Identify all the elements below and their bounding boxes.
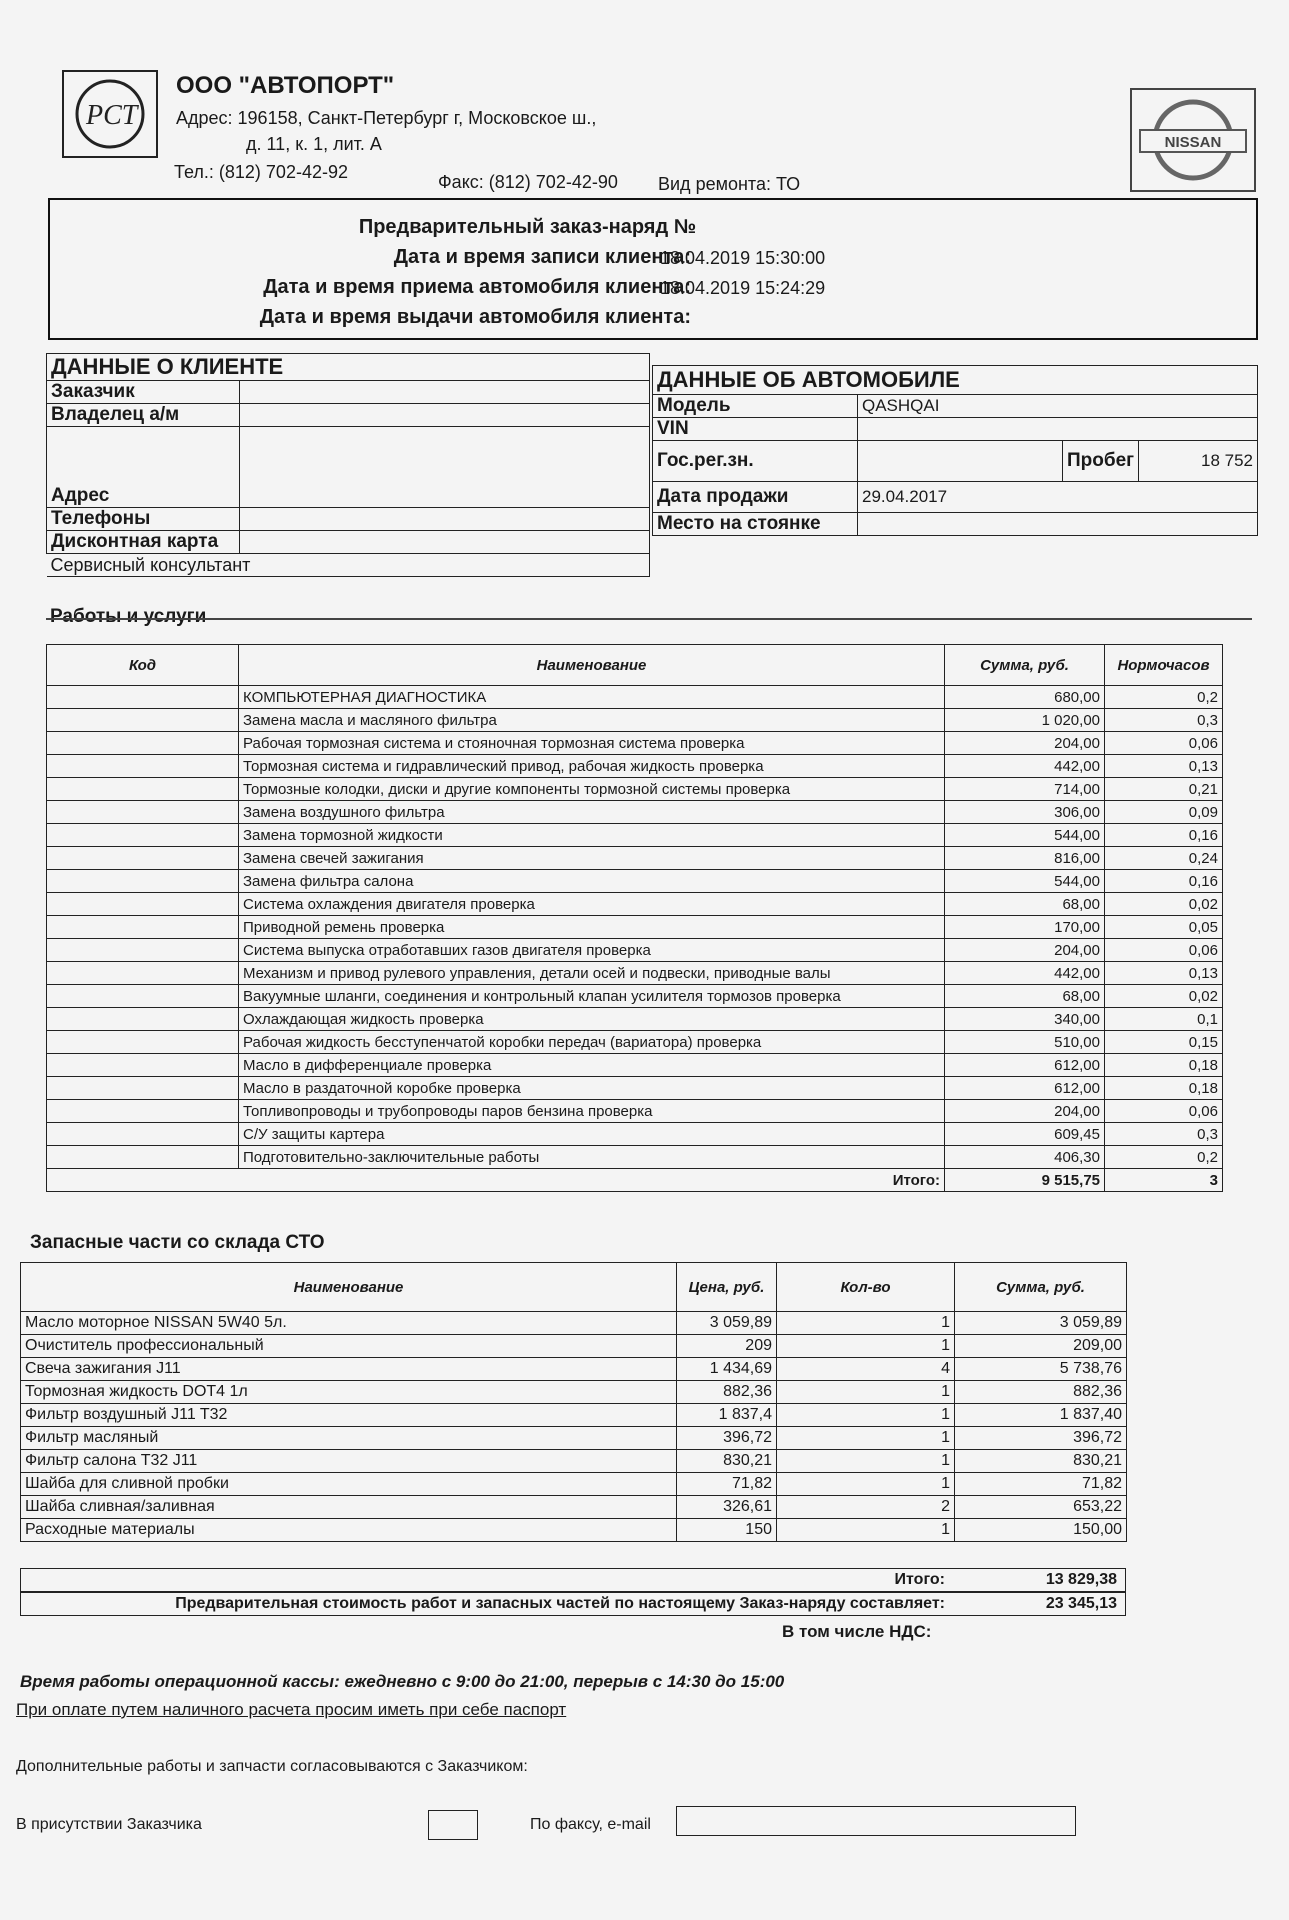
work-hours: 0,15: [1105, 1031, 1223, 1054]
work-sum: 170,00: [945, 916, 1105, 939]
part-name: Фильтр воздушный J11 T32: [21, 1404, 677, 1427]
work-hours: 0,13: [1105, 962, 1223, 985]
work-hours: 0,16: [1105, 824, 1223, 847]
work-hours: 0,24: [1105, 847, 1223, 870]
work-code: [47, 709, 239, 732]
fax-email-field[interactable]: [676, 1806, 1076, 1836]
work-hours: 0,06: [1105, 1100, 1223, 1123]
work-name: Вакуумные шланги, соединения и контрольный клапан усилителя тормозов проверка: [239, 985, 945, 1008]
work-code: [47, 778, 239, 801]
works-total-sum: 9 515,75: [945, 1169, 1105, 1192]
part-qty: 1: [777, 1404, 955, 1427]
work-hours: 0,18: [1105, 1054, 1223, 1077]
part-name: Фильтр салона T32 J11: [21, 1450, 677, 1473]
work-row: [47, 1146, 1223, 1169]
work-code: [47, 1008, 239, 1031]
service-consultant-label: Сервисный консультант: [47, 554, 650, 577]
works-table: [46, 644, 1223, 1192]
part-sum: 830,21: [955, 1450, 1127, 1473]
vin-label: VIN: [653, 418, 858, 441]
work-code: [47, 893, 239, 916]
part-name: Масло моторное NISSAN 5W40 5л.: [21, 1312, 677, 1335]
part-price: 3 059,89: [677, 1312, 777, 1335]
work-name: С/У защиты картера: [239, 1123, 945, 1146]
work-code: [47, 732, 239, 755]
rst-logo-text: РСТ: [86, 100, 138, 131]
part-row: [21, 1358, 1127, 1381]
work-row: [47, 755, 1223, 778]
company-phone: Тел.: (812) 702-42-92: [174, 162, 348, 182]
work-hours: 0,02: [1105, 985, 1223, 1008]
work-code: [47, 847, 239, 870]
work-sum: 544,00: [945, 870, 1105, 893]
vat-label: В том числе НДС:: [782, 1622, 932, 1641]
work-row: [47, 824, 1223, 847]
company-address-line1: Адрес: 196158, Санкт-Петербург г, Московское ш.,: [176, 108, 597, 128]
work-sum: 510,00: [945, 1031, 1105, 1054]
work-name: КОМПЬЮТЕРНАЯ ДИАГНОСТИКА: [239, 686, 945, 709]
part-qty: 1: [777, 1312, 955, 1335]
rst-certification-logo: [62, 70, 158, 158]
grand-total-label: Предварительная стоимость работ и запасных частей по настоящему Заказ-наряду составляет:: [175, 1595, 945, 1612]
work-sum: 340,00: [945, 1008, 1105, 1031]
work-hours: 0,1: [1105, 1008, 1223, 1031]
issue-datetime-label: Дата и время выдачи автомобиля клиента:: [259, 306, 691, 328]
by-fax-label: По факсу, e-mail: [530, 1816, 651, 1833]
work-code: [47, 824, 239, 847]
work-name: Охлаждающая жидкость проверка: [239, 1008, 945, 1031]
owner-value: [240, 404, 650, 427]
work-code: [47, 870, 239, 893]
work-name: Замена воздушного фильтра: [239, 801, 945, 824]
phones-value: [240, 508, 650, 531]
accept-datetime-value: 18.04.2019 15:24:29: [660, 278, 826, 298]
part-price: 1 434,69: [677, 1358, 777, 1381]
part-price: 326,61: [677, 1496, 777, 1519]
part-name: Фильтр масляный: [21, 1427, 677, 1450]
parts-total-sum: 13 829,38: [1045, 1571, 1117, 1588]
work-sum: 68,00: [945, 985, 1105, 1008]
work-name: Механизм и привод рулевого управления, детали осей и подвески, приводные валы: [239, 962, 945, 985]
work-hours: 0,3: [1105, 1123, 1223, 1146]
part-sum: 1 837,40: [955, 1404, 1127, 1427]
parts-table: [20, 1262, 1127, 1542]
work-hours: 0,02: [1105, 893, 1223, 916]
part-name: Шайба сливная/заливная: [21, 1496, 677, 1519]
parts-section-title: Запасные части со склада СТО: [30, 1232, 325, 1253]
vehicle-data-table: [652, 365, 1258, 536]
work-hours: 0,09: [1105, 801, 1223, 824]
model-label: Модель: [653, 395, 858, 418]
work-hours: 0,3: [1105, 709, 1223, 732]
part-row: [21, 1312, 1127, 1335]
work-code: [47, 1146, 239, 1169]
record-datetime-value: 18.04.2019 15:30:00: [660, 248, 826, 268]
work-name: Топливопроводы и трубопроводы паров бензина проверка: [239, 1100, 945, 1123]
address-value: [240, 427, 650, 508]
passport-note: При оплате путем наличного расчета просим иметь при себе паспорт: [16, 1700, 567, 1719]
work-sum: 612,00: [945, 1077, 1105, 1100]
agreement-note: Дополнительные работы и запчасти согласовываются с Заказчиком:: [16, 1758, 528, 1775]
client-data-table: [46, 353, 650, 577]
part-row: [21, 1519, 1127, 1542]
client-data-heading: ДАННЫЕ О КЛИЕНТЕ: [47, 354, 650, 381]
part-row: [21, 1496, 1127, 1519]
work-sum: 406,30: [945, 1146, 1105, 1169]
work-code: [47, 985, 239, 1008]
work-row: [47, 1077, 1223, 1100]
work-name: Замена масла и масляного фильтра: [239, 709, 945, 732]
work-name: Тормозная система и гидравлический привод, рабочая жидкость проверка: [239, 755, 945, 778]
work-hours: 0,05: [1105, 916, 1223, 939]
work-name: Замена свечей зажигания: [239, 847, 945, 870]
part-sum: 653,22: [955, 1496, 1127, 1519]
work-code: [47, 686, 239, 709]
cash-hours-note: Время работы операционной кассы: ежедневно с 9:00 до 21:00, перерыв с 14:30 до 15:00: [20, 1672, 785, 1691]
part-qty: 4: [777, 1358, 955, 1381]
work-name: Приводной ремень проверка: [239, 916, 945, 939]
part-price: 396,72: [677, 1427, 777, 1450]
part-qty: 1: [777, 1473, 955, 1496]
works-total-label: Итого:: [47, 1169, 945, 1192]
work-sum: 442,00: [945, 755, 1105, 778]
work-hours: 0,21: [1105, 778, 1223, 801]
part-price: 1 837,4: [677, 1404, 777, 1427]
work-row: [47, 709, 1223, 732]
parts-col-name: Наименование: [21, 1263, 677, 1312]
part-sum: 396,72: [955, 1427, 1127, 1450]
part-qty: 1: [777, 1381, 955, 1404]
work-sum: 306,00: [945, 801, 1105, 824]
work-hours: 0,2: [1105, 1146, 1223, 1169]
company-address-line2: д. 11, к. 1, лит. А: [246, 134, 382, 154]
discount-card-label: Дисконтная карта: [47, 531, 240, 554]
works-col-sum: Сумма, руб.: [945, 645, 1105, 686]
sale-date-value: 29.04.2017: [858, 482, 1258, 513]
part-price: 830,21: [677, 1450, 777, 1473]
company-fax: Факс: (812) 702-42-90: [438, 172, 618, 192]
work-row: [47, 778, 1223, 801]
work-name: Масло в дифференциале проверка: [239, 1054, 945, 1077]
parking-value: [858, 513, 1258, 536]
part-row: [21, 1381, 1127, 1404]
part-sum: 209,00: [955, 1335, 1127, 1358]
order-number-label: Предварительный заказ-наряд №: [358, 216, 696, 238]
part-sum: 882,36: [955, 1381, 1127, 1404]
work-sum: 609,45: [945, 1123, 1105, 1146]
nissan-logo: [1130, 88, 1256, 192]
works-total-hours: 3: [1105, 1169, 1223, 1192]
work-name: Тормозные колодки, диски и другие компоненты тормозной системы проверка: [239, 778, 945, 801]
vin-value: [858, 418, 1258, 441]
work-name: Масло в раздаточной коробке проверка: [239, 1077, 945, 1100]
works-divider: [46, 618, 1252, 620]
work-code: [47, 916, 239, 939]
work-sum: 204,00: [945, 939, 1105, 962]
parts-col-price: Цена, руб.: [677, 1263, 777, 1312]
part-name: Очиститель профессиональный: [21, 1335, 677, 1358]
work-sum: 612,00: [945, 1054, 1105, 1077]
work-code: [47, 755, 239, 778]
part-qty: 1: [777, 1519, 955, 1542]
part-sum: 5 738,76: [955, 1358, 1127, 1381]
parts-col-sum: Сумма, руб.: [955, 1263, 1127, 1312]
works-section-title: Работы и услуги: [50, 606, 207, 627]
work-sum: 714,00: [945, 778, 1105, 801]
part-sum: 71,82: [955, 1473, 1127, 1496]
part-name: Свеча зажигания J11: [21, 1358, 677, 1381]
work-row: [47, 732, 1223, 755]
work-hours: 0,18: [1105, 1077, 1223, 1100]
part-sum: 150,00: [955, 1519, 1127, 1542]
grand-total-row: [20, 1592, 1126, 1616]
work-code: [47, 1123, 239, 1146]
parts-total-label: Итого:: [894, 1571, 945, 1588]
work-name: Рабочая тормозная система и стояночная тормозная система проверка: [239, 732, 945, 755]
work-row: [47, 847, 1223, 870]
customer-label: Заказчик: [47, 381, 240, 404]
parts-total-row: [20, 1568, 1126, 1592]
work-code: [47, 1031, 239, 1054]
owner-label: Владелец а/м: [47, 404, 240, 427]
work-row: [47, 1123, 1223, 1146]
work-row: [47, 962, 1223, 985]
work-code: [47, 1100, 239, 1123]
accept-datetime-label: Дата и время приема автомобиля клиента:: [263, 276, 691, 298]
part-name: Расходные материалы: [21, 1519, 677, 1542]
model-value: QASHQAI: [858, 395, 1258, 418]
address-label: Адрес: [47, 427, 240, 508]
work-name: Система выпуска отработавших газов двигателя проверка: [239, 939, 945, 962]
work-sum: 204,00: [945, 1100, 1105, 1123]
part-row: [21, 1473, 1127, 1496]
part-price: 71,82: [677, 1473, 777, 1496]
discount-card-value: [240, 531, 650, 554]
work-sum: 1 020,00: [945, 709, 1105, 732]
work-name: Система охлаждения двигателя проверка: [239, 893, 945, 916]
work-name: Замена фильтра салона: [239, 870, 945, 893]
work-name: Замена тормозной жидкости: [239, 824, 945, 847]
part-price: 882,36: [677, 1381, 777, 1404]
part-name: Тормозная жидкость DOT4 1л: [21, 1381, 677, 1404]
part-row: [21, 1450, 1127, 1473]
sale-date-label: Дата продажи: [653, 482, 858, 513]
work-sum: 816,00: [945, 847, 1105, 870]
work-code: [47, 939, 239, 962]
work-code: [47, 1054, 239, 1077]
grand-total-sum: 23 345,13: [1045, 1595, 1117, 1612]
work-hours: 0,2: [1105, 686, 1223, 709]
work-code: [47, 962, 239, 985]
order-info-box: [48, 198, 1258, 340]
parts-col-qty: Кол-во: [777, 1263, 955, 1312]
work-name: Рабочая жидкость бесступенчатой коробки передач (вариатора) проверка: [239, 1031, 945, 1054]
work-row: [47, 1008, 1223, 1031]
part-price: 209: [677, 1335, 777, 1358]
works-col-code: Код: [47, 645, 239, 686]
work-row: [47, 801, 1223, 824]
nissan-logo-text: NISSAN: [1164, 134, 1222, 151]
part-row: [21, 1404, 1127, 1427]
part-row: [21, 1335, 1127, 1358]
work-hours: 0,16: [1105, 870, 1223, 893]
company-name: ООО "АВТОПОРТ": [176, 72, 395, 99]
in-presence-label: В присутствии Заказчика: [16, 1816, 202, 1833]
work-hours: 0,06: [1105, 939, 1223, 962]
part-row: [21, 1427, 1127, 1450]
part-qty: 1: [777, 1335, 955, 1358]
plate-label: Гос.рег.зн.: [653, 441, 858, 482]
works-col-name: Наименование: [239, 645, 945, 686]
plate-value: [858, 441, 1063, 482]
part-qty: 2: [777, 1496, 955, 1519]
works-col-hours: Нормочасов: [1105, 645, 1223, 686]
record-datetime-label: Дата и время записи клиента:: [393, 246, 691, 268]
part-qty: 1: [777, 1450, 955, 1473]
work-row: [47, 870, 1223, 893]
work-code: [47, 801, 239, 824]
work-name: Подготовительно-заключительные работы: [239, 1146, 945, 1169]
in-presence-checkbox[interactable]: [428, 1810, 478, 1840]
works-total-row: [47, 1169, 1223, 1192]
work-row: [47, 1031, 1223, 1054]
part-sum: 3 059,89: [955, 1312, 1127, 1335]
mileage-label: Пробег: [1063, 441, 1139, 482]
work-sum: 544,00: [945, 824, 1105, 847]
phones-label: Телефоны: [47, 508, 240, 531]
vehicle-data-heading: ДАННЫЕ ОБ АВТОМОБИЛЕ: [653, 366, 1258, 395]
work-row: [47, 1054, 1223, 1077]
work-sum: 204,00: [945, 732, 1105, 755]
part-price: 150: [677, 1519, 777, 1542]
part-name: Шайба для сливной пробки: [21, 1473, 677, 1496]
customer-value: [240, 381, 650, 404]
work-sum: 680,00: [945, 686, 1105, 709]
mileage-value: 18 752: [1139, 441, 1258, 482]
work-row: [47, 939, 1223, 962]
work-hours: 0,06: [1105, 732, 1223, 755]
parking-label: Место на стоянке: [653, 513, 858, 536]
work-sum: 68,00: [945, 893, 1105, 916]
part-qty: 1: [777, 1427, 955, 1450]
work-row: [47, 893, 1223, 916]
work-row: [47, 686, 1223, 709]
work-sum: 442,00: [945, 962, 1105, 985]
work-row: [47, 916, 1223, 939]
work-row: [47, 985, 1223, 1008]
work-hours: 0,13: [1105, 755, 1223, 778]
repair-type: Вид ремонта: ТО: [658, 174, 801, 194]
work-row: [47, 1100, 1223, 1123]
work-code: [47, 1077, 239, 1100]
